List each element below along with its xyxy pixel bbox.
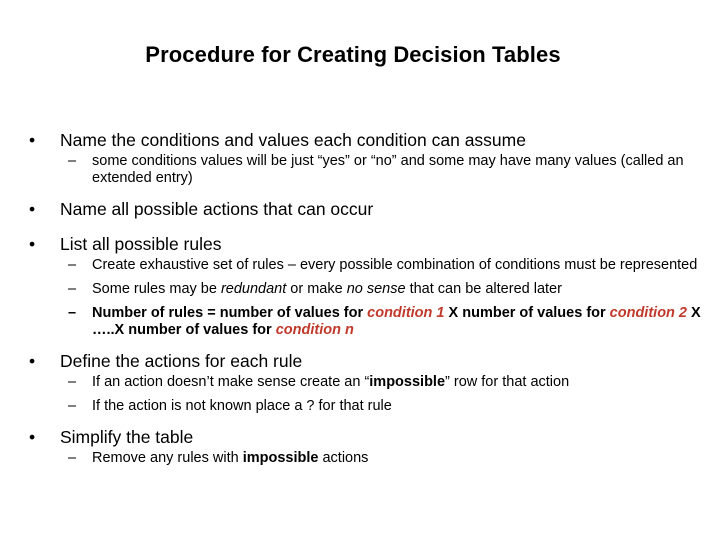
bullet-list [29,128,704,477]
emphasis-redundant: redundant [220,281,287,297]
dash-icon: – [68,153,77,169]
bullet-text: Name all possible actions that can occur [60,199,374,219]
emphasis-no-sense: no sense [346,281,406,297]
sub-bullet [29,305,704,339]
sub-bullet [29,398,704,415]
sub-bullet [29,374,704,391]
bullet-simplify [29,425,704,450]
condition-term: condition 2 [609,305,688,321]
sub-list-simplify [29,450,704,467]
sub-bullet-text: some conditions values will be just “yes” or “no” and some may have many values (called an extended entry) [92,153,684,186]
bullet-define-actions [29,349,704,374]
text-run: actions [318,450,369,466]
bullet-icon: • [29,427,36,447]
dash-icon: – [68,281,77,297]
dash-icon: – [68,450,77,466]
bullet-icon: • [29,199,36,219]
bold-term: impossible [242,450,319,466]
bold-term: impossible [369,374,446,390]
text-run: X number of values for [444,305,610,321]
text-run: or make [286,281,347,297]
slide-title: Procedure for Creating Decision Tables [145,42,561,67]
text-run: that can be altered later [405,281,562,297]
bullet-icon: • [29,130,36,150]
sub-list-define-actions [29,374,704,415]
sub-bullet [29,450,704,467]
dash-icon: – [68,305,77,321]
sub-list-rules [29,257,704,339]
text-run: ” row for that action [445,374,570,390]
sub-bullet [29,281,704,298]
sub-list-conditions [29,153,704,187]
condition-term: condition 1 [367,305,445,321]
text-run: If an action doesn’t make sense create an “ [92,374,370,390]
bullet-name-conditions [29,128,704,153]
text-run: Some rules may be [92,281,221,297]
bullet-text: Name the conditions and values each condition can assume [60,130,526,150]
sub-bullet [29,153,704,187]
dash-icon: – [68,374,77,390]
sub-bullet-text: Create exhaustive set of rules – every possible combination of conditions must be represented [92,257,698,273]
bullet-list-rules [29,232,704,257]
text-run: Number of rules = number of values for [92,305,368,321]
dash-icon: – [68,257,77,273]
text-run: Remove any rules with [92,450,243,466]
dash-icon: – [68,398,77,414]
bullet-text: List all possible rules [60,234,222,254]
bullet-icon: • [29,234,36,254]
sub-bullet [29,257,704,274]
sub-bullet-text: If the action is not known place a ? for that rule [92,398,392,414]
bullet-text: Define the actions for each rule [60,351,303,371]
text-run: X …..X number of values for [92,305,701,338]
bullet-name-actions [29,197,704,222]
condition-term: condition n [275,322,354,338]
bullet-icon: • [29,351,36,371]
bullet-text: Simplify the table [60,427,194,447]
